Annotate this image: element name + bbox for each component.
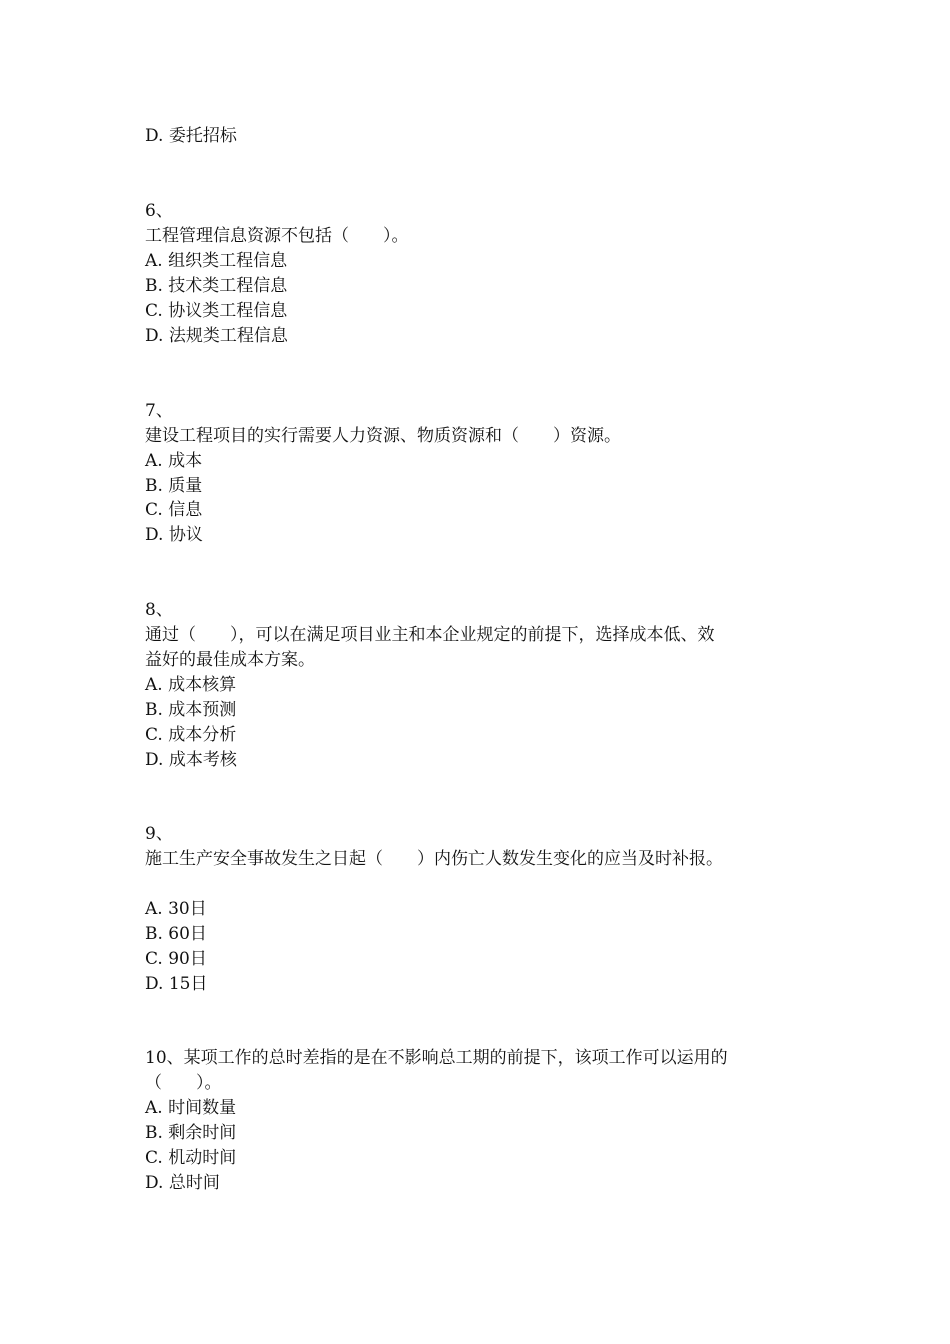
question-stem-line-1: 10、某项工作的总时差指的是在不影响总工期的前提下，该项工作可以运用的 xyxy=(145,1048,728,1068)
question-number: 9、 xyxy=(145,824,173,844)
option-c: C. 成本分析 xyxy=(145,725,237,745)
option-d: D. 成本考核 xyxy=(145,750,237,770)
option-a: A. 组织类工程信息 xyxy=(145,251,288,271)
option-a: A. 成本核算 xyxy=(145,675,237,695)
question-number: 6、 xyxy=(145,201,173,221)
option-b: B. 成本预测 xyxy=(145,700,237,720)
option-c: C. 90日 xyxy=(145,949,207,969)
option-a: A. 30日 xyxy=(145,899,207,919)
option-a: A. 成本 xyxy=(145,451,203,471)
option-b: B. 质量 xyxy=(145,476,203,496)
question-stem-line-2: （ ）。 xyxy=(145,1073,222,1093)
option-c: C. 机动时间 xyxy=(145,1148,237,1168)
question-stem: 工程管理信息资源不包括（ ）。 xyxy=(145,226,409,246)
option-d: D. 总时间 xyxy=(145,1173,220,1193)
option-b: B. 剩余时间 xyxy=(145,1123,237,1143)
option-b: B. 技术类工程信息 xyxy=(145,276,288,296)
question-stem-line-2: 益好的最佳成本方案。 xyxy=(145,650,315,670)
option-d: D. 协议 xyxy=(145,525,203,545)
option-d: D. 法规类工程信息 xyxy=(145,326,288,346)
option-a: A. 时间数量 xyxy=(145,1098,237,1118)
option-c: C. 信息 xyxy=(145,500,203,520)
question-stem-line-1: 通过（ ），可以在满足项目业主和本企业规定的前提下，选择成本低、效 xyxy=(145,625,715,645)
option-b: B. 60日 xyxy=(145,924,207,944)
question-stem: 建设工程项目的实行需要人力资源、物质资源和（ ）资源。 xyxy=(145,426,621,446)
question-stem: 施工生产安全事故发生之日起（ ）内伤亡人数发生变化的应当及时补报。 xyxy=(145,849,723,869)
option-d: D. 委托招标 xyxy=(145,126,237,146)
option-d: D. 15日 xyxy=(145,974,208,994)
question-number: 8、 xyxy=(145,600,173,620)
option-c: C. 协议类工程信息 xyxy=(145,301,288,321)
question-number: 7、 xyxy=(145,401,173,421)
